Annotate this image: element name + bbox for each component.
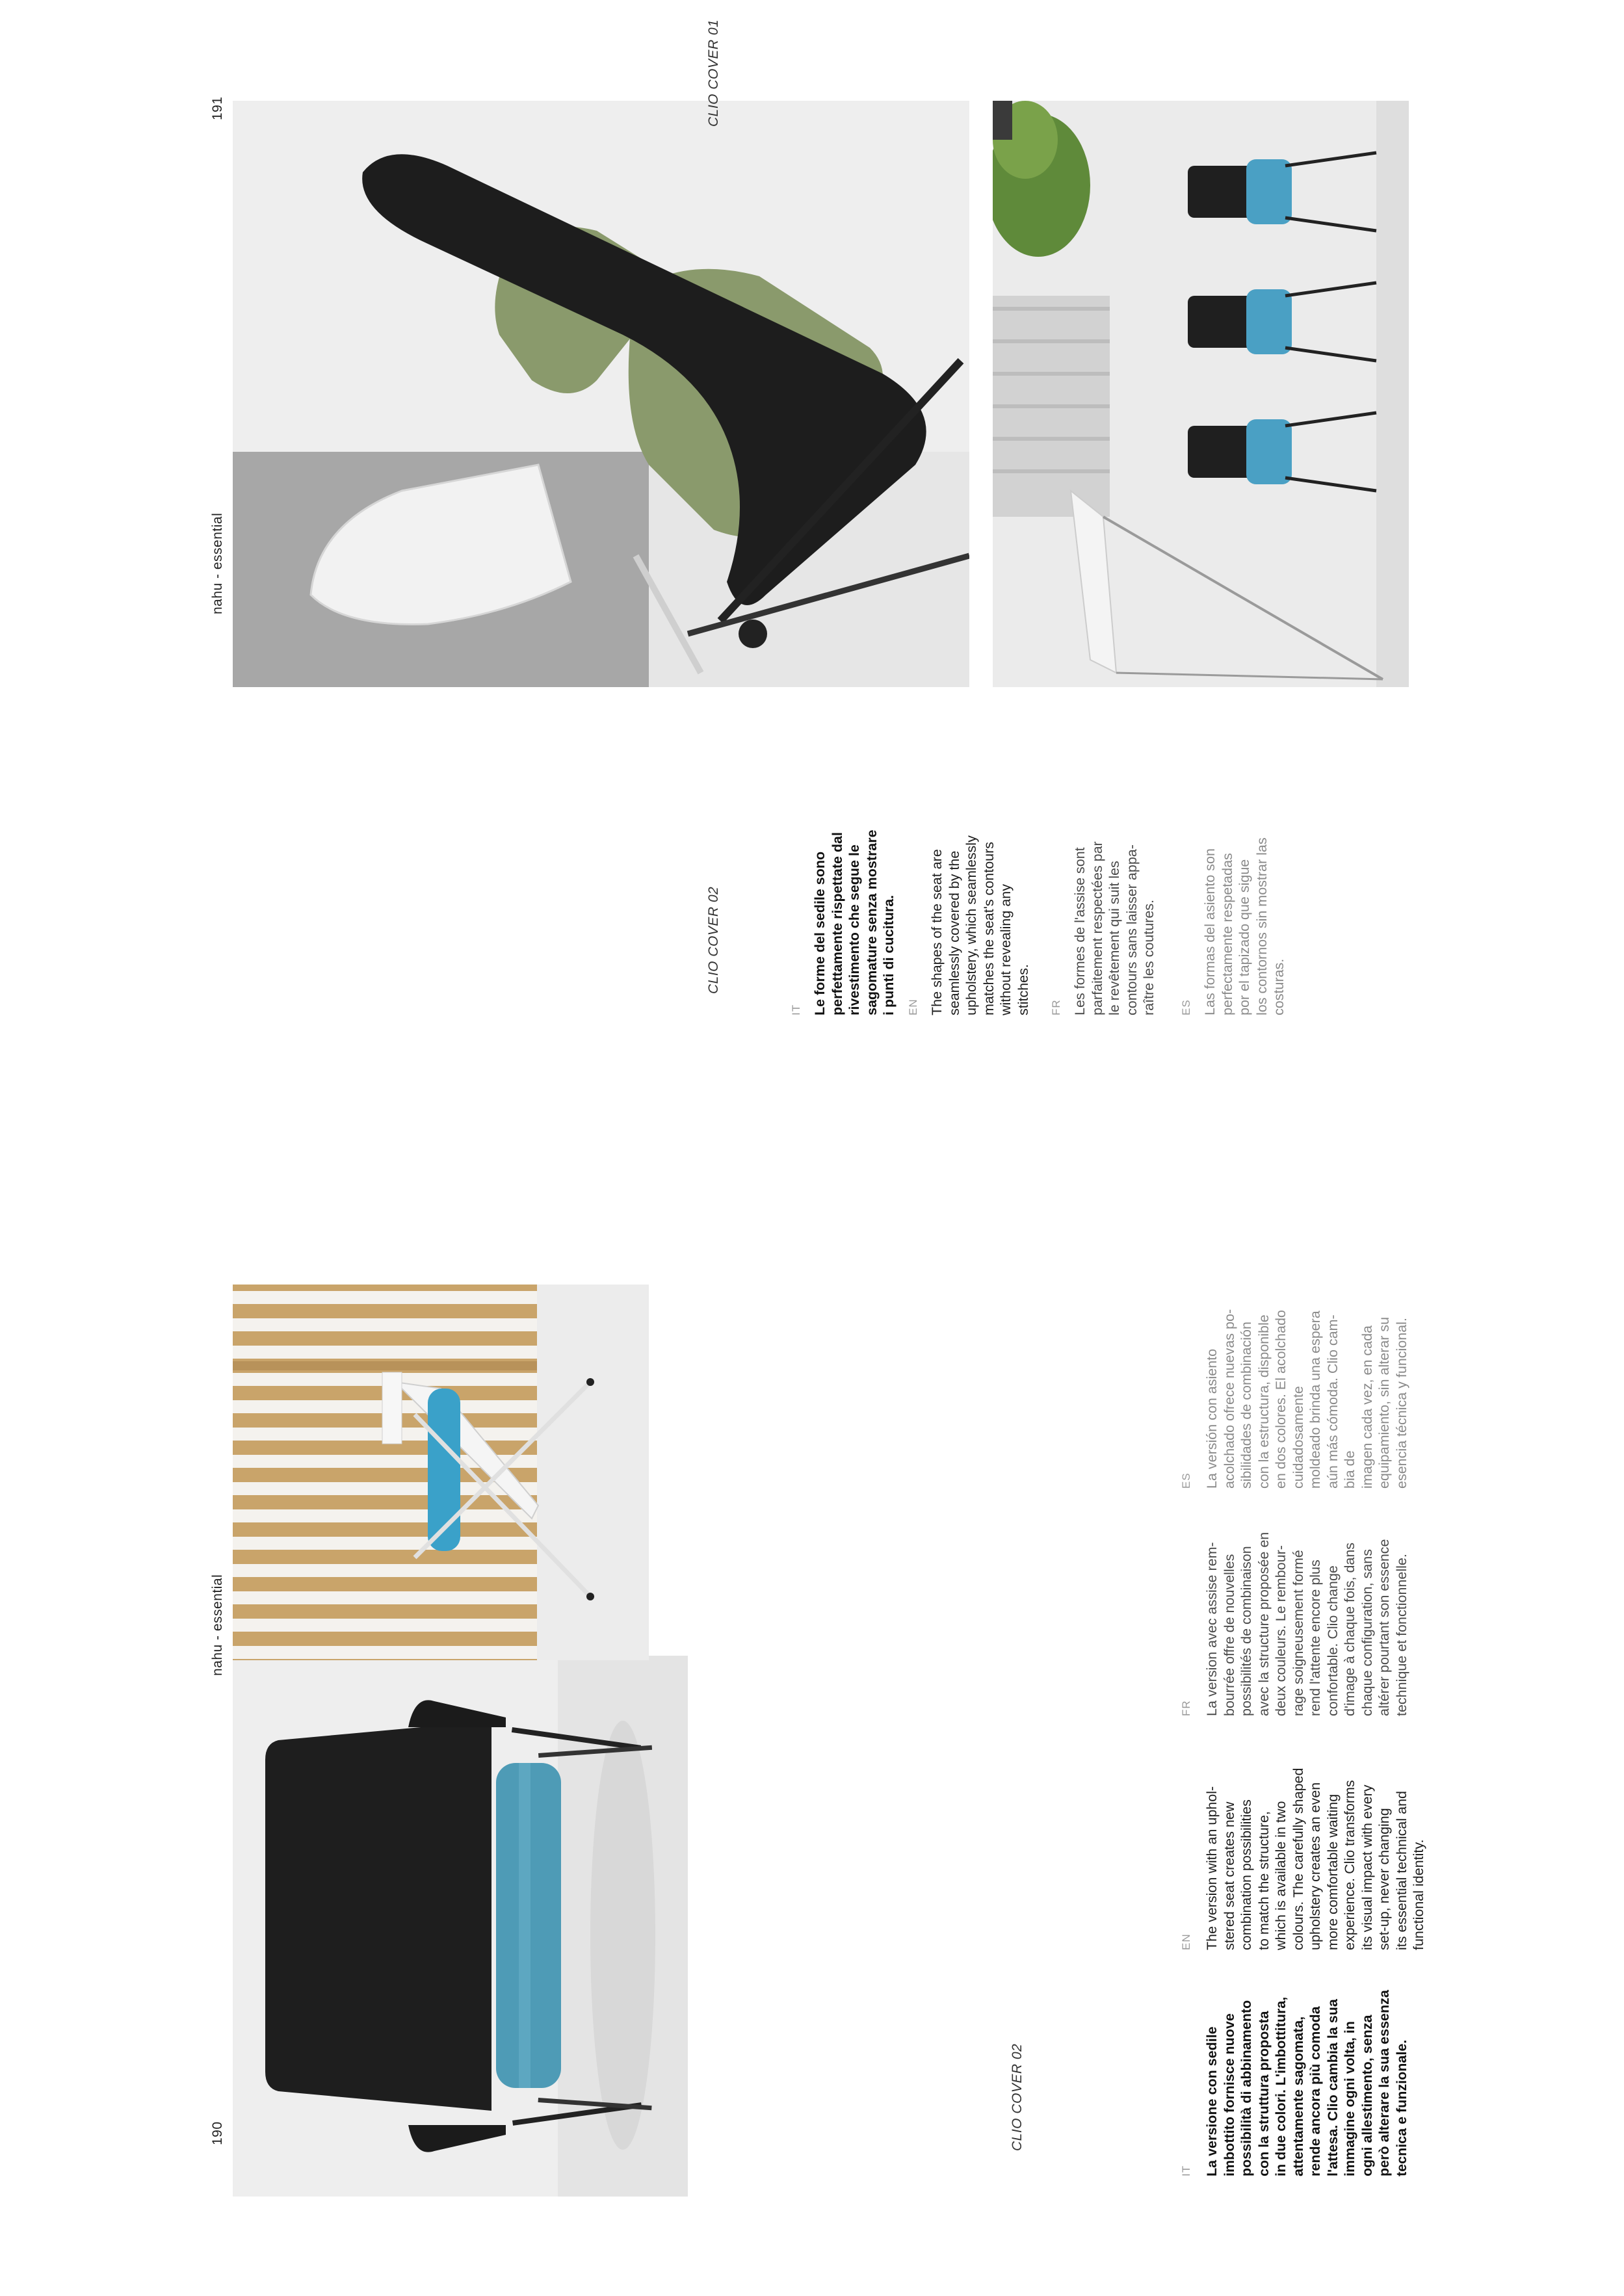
lang-label-en: EN (1180, 1933, 1192, 1950)
text-es: Las formas del asiento son perfectamente respetadas por el tapizado que sigue los contornos sin mostrar las costuras. (1202, 837, 1287, 1015)
brand-header: nahu - essential (210, 512, 225, 614)
lang-label-es: ES (1180, 1472, 1192, 1489)
text-en: The version with an uphol- stered seat creates new combination possibilities to match the structure, which is available in two colours. The carefully shaped upholstery creates an even more comfortable waiting experience. Clio transforms its visual impact with every set-up, never changing its essential technical and functional identity. (1204, 1768, 1426, 1950)
lang-label-it: IT (790, 1004, 802, 1015)
photo-white-chair-wood-slats (233, 1285, 649, 1660)
lang-label-fr: FR (1180, 1700, 1192, 1716)
photo-caption: CLIO COVER 01 (706, 19, 721, 127)
text-fr: Les formes de l'assise sont parfaitement respectées par le revêtement qui suit les contours sans laisser appa- raître les coutures. (1072, 841, 1157, 1015)
page-number: 191 (210, 96, 225, 120)
text-fr: La version avec assise rem- bourrée offre de nouvelles possibilités de combinaison avec la structure proposée en deux couleurs. Le rembour- rage soigneusement formé rend l'attente encore plus confortable. Clio change d'image à chaque fois, dans chaque configuration, sans altérer pourtant son essence technique et fonctionnelle. (1204, 1532, 1409, 1716)
lang-label-es: ES (1180, 999, 1192, 1015)
photo-caption: CLIO COVER 02 (706, 886, 721, 994)
photo-black-armchair (233, 1656, 688, 2197)
lang-label-it: IT (1180, 2165, 1192, 2176)
brand-header: nahu - essential (210, 1574, 225, 1676)
text-it: La versione con sedile imbottito fornisce nuove possibilità di abbinamento con la struttura proposta in due colori. L'imbottitura, attentamente sagomata, rende ancora più comoda l'attesa. Clio cambia la sua immagine ogni volta, in ogni allestimento, senza però alterare la sua essenza tecnica e funzionale. (1204, 1990, 1409, 2176)
photo-green-upholstered-chair (233, 101, 969, 687)
text-en: The shapes of the seat are seamlessly covered by the upholstery, which seamlessly matches the seat's contours without revealing any stitches. (929, 835, 1031, 1015)
page-number: 190 (210, 2121, 225, 2145)
lang-label-fr: FR (1050, 999, 1062, 1015)
text-es: La versión con asiento acolchado ofrece nuevas po- sibilidades de combinación con la estructura, disponible en dos colores. El acolchado cuidadosamente moldeado brinda una espera aún más cómoda. Clio cam- bia de imagen cada vez, en cada equipamiento, sin alterar su esencia técnica y funcional. (1204, 1309, 1409, 1489)
lang-label-en: EN (907, 998, 919, 1015)
photo-row-of-chairs (993, 101, 1409, 687)
text-it: Le forme del sedile sono perfettamente rispettate dal rivestimento che segue le sagomature senza mostrare i punti di cucitura. (812, 829, 897, 1015)
photo-caption: CLIO COVER 02 (1010, 2043, 1025, 2151)
